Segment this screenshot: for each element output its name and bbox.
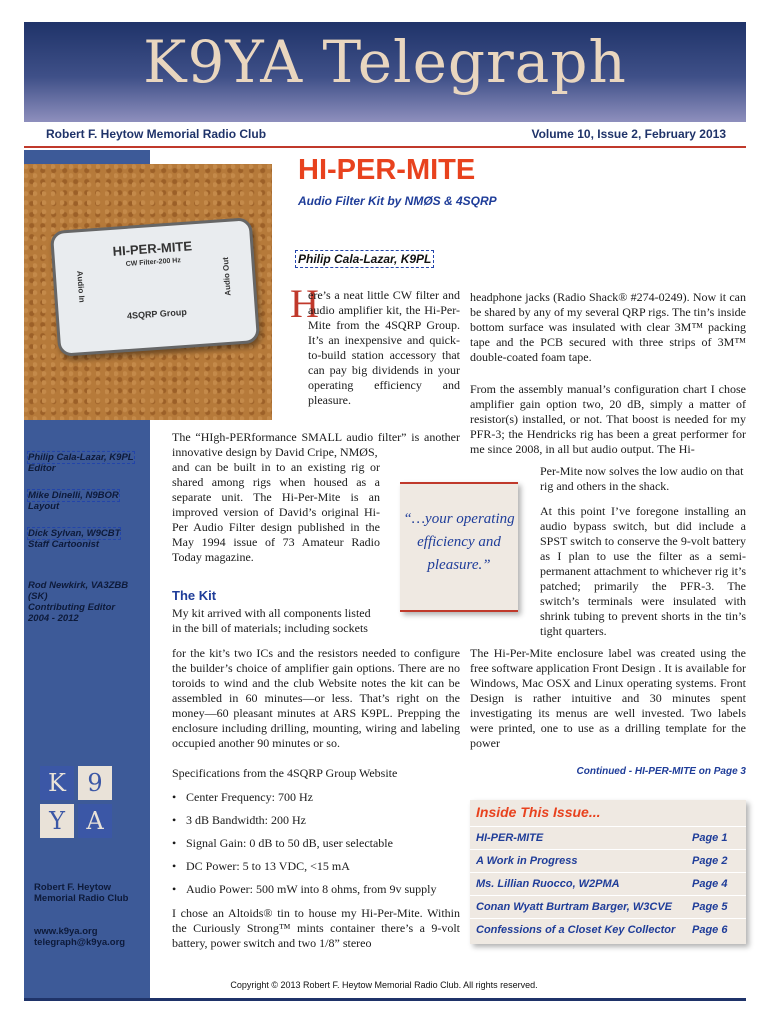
toc-row[interactable]: [470, 895, 746, 919]
list-item: • 3 dB Bandwidth: 200 Hz: [172, 813, 460, 828]
section-heading: The Kit: [172, 588, 217, 603]
memorial-name: Rod Newkirk, VA3ZBB (SK): [28, 580, 129, 602]
footer-rule: [24, 998, 746, 1001]
inside-this-issue: [470, 800, 746, 944]
staff-role: Layout: [28, 501, 60, 512]
club-line: Robert F. Heytow: [34, 882, 112, 893]
specs-heading: Specifications from the 4SQRP Group Website: [172, 766, 398, 780]
staff-cartoonist: [28, 528, 120, 550]
paragraph: Per-Mite now solves the low audio on that rig and others in the shack.: [540, 464, 744, 493]
toc-page: Page 6: [692, 924, 728, 936]
paragraph: At this point I’ve foregone installing an audio bypass switch, but did include a SPST switch to conserve the 9-volt battery as I plan to use the filter as a semi-permanent attachment to whichever rig it’s patched; primarily the PFR-3. The switch’s terminals were insulated with shrink tubing to prevent shorts in the tin’s tight quarters.: [540, 504, 746, 638]
pull-quote: [400, 482, 518, 612]
club-logo: [40, 766, 114, 838]
club-contact: [34, 926, 125, 948]
list-item: • Center Frequency: 700 Hz: [172, 790, 460, 805]
tin-enclosure: [50, 217, 260, 357]
staff-name-link[interactable]: Mike Dinelli, N9BOR: [28, 490, 119, 501]
masthead-banner: [24, 22, 746, 122]
paragraph: From the assembly manual’s configuration chart I chose amplifier gain option two, 20 dB, simply a matter of resistor(s) installed, or not. That boost is needed for my PFR-3; the Hendricks rig has been a great performer for me since 2008, in all but audio output. The Hi-: [470, 382, 746, 456]
issue-volume: Volume 10, Issue 2, February 2013: [531, 127, 726, 141]
paragraph: ere’s a neat little CW filter and audio amplifier kit, the Hi-Per-Mite from the 4SQRP Group. It’s an inexpensive and quick-to-build station accessory that can pay big dividends in your operating efficiency and pleasure.: [308, 288, 460, 407]
author-link[interactable]: Philip Cala-Lazar, K9PL: [298, 252, 432, 266]
toc-title: Confessions of a Closet Key Collector: [476, 924, 676, 936]
staff-role: Staff Cartoonist: [28, 539, 100, 550]
toc-title: Conan Wyatt Burtram Barger, W3CVE: [476, 901, 673, 913]
club-info: [34, 882, 128, 904]
staff-editor: [28, 452, 134, 474]
paragraph: for the kit’s two ICs and the resistors needed to configure the builder’s choice of amplifier gain options. There are no toroids to wind and the club Website notes the kit can be assembled in 60 minutes—or less. That’s right on the money—60 pleasant minutes at ARS K9PL. Prepping the enclosure including drilling, mounting, wiring and labeling occupied another 90 minutes or so.: [172, 646, 460, 750]
staff-name-link[interactable]: Dick Sylvan, W9CBT: [28, 528, 121, 539]
staff-name-link[interactable]: Philip Cala-Lazar, K9PL: [28, 452, 134, 463]
toc-page: Page 5: [692, 901, 728, 913]
paragraph: The Hi-Per-Mite enclosure label was created using the free software application Front Design . It is available for Windows, Mac OSX and Linux operating systems. Front Design is rather intuitive and 30 minutes spent investigating its menus are well invested. Two labels were printed, one to use as a drilling template for the power: [470, 646, 746, 750]
tin-label-in: Audio In: [75, 270, 87, 303]
copyright: Copyright © 2013 Robert F. Heytow Memorial Radio Club. All rights reserved.: [230, 980, 538, 990]
paragraph: I chose an Altoids® tin to house my Hi-Per-Mite. Within the Curiously Strong™ mints container there’s a 9-volt battery, power switch and two 1/8” stereo: [172, 906, 460, 950]
toc-title: Ms. Lillian Ruocco, W2PMA: [476, 878, 620, 890]
kit-photo: [24, 164, 272, 420]
toc-title: HI-PER-MITE: [476, 832, 544, 844]
continued-link[interactable]: Continued - HI-PER-MITE on Page 3: [576, 766, 746, 777]
logo-letter: A: [78, 804, 112, 838]
list-item: • DC Power: 5 to 13 VDC, <15 mA: [172, 859, 460, 874]
article-title: HI-PER-MITE: [298, 154, 476, 186]
pull-quote-text: “…your operating efficiency and pleasure.”: [403, 511, 515, 573]
paragraph: My kit arrived with all components listed in the bill of materials; including sockets: [172, 606, 371, 635]
toc-row[interactable]: [470, 826, 746, 850]
logo-letter: 9: [78, 766, 112, 800]
staff-layout: [28, 490, 119, 512]
toc-page: Page 1: [692, 832, 728, 844]
club-name: Robert F. Heytow Memorial Radio Club: [46, 127, 267, 141]
paragraph: The “HIgh-PERformance SMALL audio filter” is another innovative design by David Cripe, NMØS,: [172, 430, 460, 459]
logo-letter: K: [40, 766, 74, 800]
list-item: • Audio Power: 500 mW into 8 ohms, from 9v supply: [172, 882, 460, 897]
newsletter-title: K9YA Telegraph: [143, 28, 627, 96]
issue-bar: [24, 122, 746, 148]
list-item: • Signal Gain: 0 dB to 50 dB, user selectable: [172, 836, 460, 851]
memorial-role: Contributing Editor: [28, 602, 116, 613]
memorial-years: 2004 - 2012: [28, 613, 79, 624]
drop-cap: H: [290, 281, 319, 326]
specs-list: [172, 790, 460, 905]
toc-title: A Work in Progress: [476, 855, 578, 867]
toc-row[interactable]: [470, 918, 746, 942]
logo-letter: Y: [40, 804, 74, 838]
email-link[interactable]: telegraph@k9ya.org: [34, 937, 126, 948]
tin-label-out: Audio Out: [221, 256, 233, 297]
paragraph: headphone jacks (Radio Shack® #274-0249). Now it can be shared by any of my several QRP rigs. The tin’s inside bottom surface was insulated with clear 3M™ packing tape and the PCB secured with three strips of 3M™ double-coated foam tape.: [470, 290, 746, 364]
tin-label-sub: CW Filter-200 Hz: [125, 257, 182, 268]
article-subtitle: Audio Filter Kit by NMØS & 4SQRP: [298, 194, 497, 208]
tin-label-title: HI-PER-MITE: [112, 238, 193, 259]
website-link[interactable]: www.k9ya.org: [34, 926, 98, 937]
toc-page: Page 2: [692, 855, 728, 867]
staff-role: Editor: [28, 463, 56, 474]
inside-title: Inside This Issue...: [476, 804, 601, 820]
paragraph: and can be built in to an existing rig or shared among rigs when housed as a separate unit. The Hi-Per-Mite is an improved version of David’s original Hi-Per Audio Filter design published in the May 1994 issue of 73 Amateur Radio Today magazine.: [172, 460, 380, 564]
toc-page: Page 4: [692, 878, 728, 890]
toc-row[interactable]: [470, 872, 746, 896]
club-line: Memorial Radio Club: [34, 893, 129, 904]
memorial-editor: [28, 580, 150, 624]
toc-row[interactable]: [470, 849, 746, 873]
tin-label-group: 4SQRP Group: [126, 306, 188, 322]
